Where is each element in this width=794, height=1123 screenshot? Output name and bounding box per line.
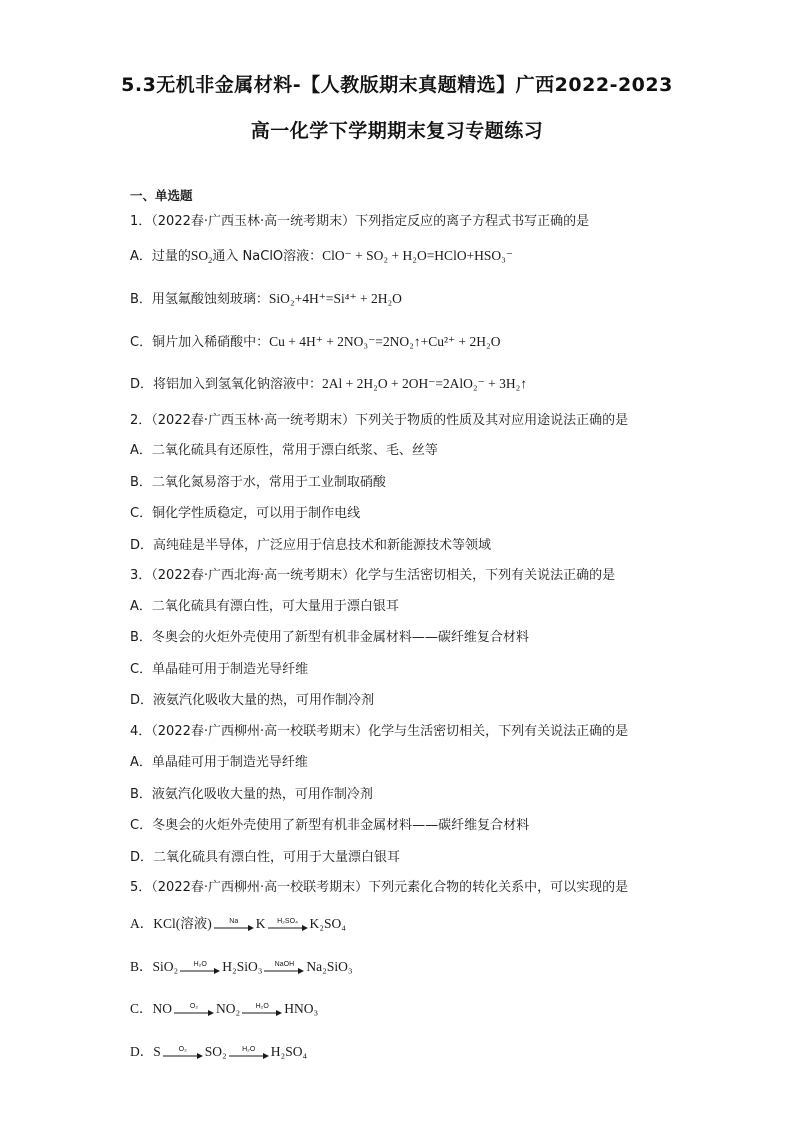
reaction-arrow — [180, 961, 220, 975]
option-label: D．将铝加入到氢氧化钠溶液中： — [130, 377, 323, 392]
reaction-arrow — [242, 1003, 282, 1017]
reaction-arrow — [264, 961, 304, 975]
question-1-stem: 1．（2022春·广西玉林·高一统考期末）下列指定反应的离子方程式书写正确的是 — [130, 214, 590, 229]
product: K₂SO₄ — [309, 916, 346, 931]
document-title-line1: 5.3无机非金属材料-【人教版期末真题精选】广西2022-2023 — [121, 74, 673, 96]
question-2-option-c: C．铜化学性质稳定，可以用于制作电线 — [130, 506, 361, 521]
reaction-arrow — [174, 1003, 214, 1017]
question-2-option-d: D．高纯硅是半导体，广泛应用于信息技术和新能源技术等领域 — [130, 538, 492, 553]
question-1-option-c — [130, 333, 690, 352]
reactant: S — [153, 1044, 161, 1059]
question-3-option-b: B．冬奥会的火炬外壳使用了新型有机非金属材料——碳纤维复合材料 — [130, 630, 529, 645]
product: HNO₃ — [284, 1001, 319, 1016]
reactant: NO — [152, 1001, 173, 1016]
reaction-arrow — [214, 918, 254, 932]
question-4-option-d: D．二氧化硫具有漂白性，可用于大量漂白银耳 — [130, 850, 401, 865]
arrow-condition: O₂ — [178, 1045, 187, 1053]
reaction-arrow — [163, 1046, 203, 1060]
section-heading: 一、单选题 — [130, 188, 193, 203]
reaction-arrow — [268, 918, 308, 932]
question-4-option-a: A．单晶硅可用于制造光导纤维 — [130, 755, 308, 770]
option-label: B．用氢氟酸蚀刻玻璃： — [130, 292, 269, 307]
reaction-arrow — [229, 1046, 269, 1060]
arrow-condition: H₂SO₄ — [277, 917, 298, 925]
question-5-stem: 5．（2022春·广西柳州·高一校联考期末）下列元素化合物的转化关系中，可以实现的是 — [130, 880, 629, 895]
question-1-option-b — [130, 290, 690, 309]
question-1-option-d — [130, 375, 690, 394]
reactant: SiO₂ — [152, 959, 179, 974]
question-3-option-d: D．液氨汽化吸收大量的热，可用作制冷剂 — [130, 693, 375, 708]
equation: SiO₂+4H⁺=Si⁴⁺ + 2H₂O — [268, 291, 402, 306]
option-label: D． — [130, 1044, 154, 1059]
product: Na₂SiO₃ — [306, 959, 353, 974]
question-5-option-c — [130, 1000, 690, 1018]
equation: 2Al + 2H₂O + 2OH⁻=2AlO₂⁻ + 3H₂↑ — [322, 376, 528, 391]
option-label: C．铜片加入稀硝酸中： — [130, 335, 270, 350]
reactant: KCl(溶液) — [153, 916, 212, 931]
arrow-condition: NaOH — [274, 960, 295, 968]
question-5-option-b — [130, 958, 690, 976]
question-4-option-b: B．液氨汽化吸收大量的热，可用作制冷剂 — [130, 787, 373, 802]
arrow-condition: O₂ — [189, 1002, 199, 1010]
option-label: A．过量的 — [130, 249, 191, 264]
product: H₂SO₄ — [270, 1044, 308, 1059]
question-3-stem: 3．（2022春·广西北海·高一统考期末）化学与生活密切相关，下列有关说法正确的是 — [130, 568, 616, 583]
intermediate: SO₂ — [204, 1044, 227, 1059]
question-4-option-c: C．冬奥会的火炬外壳使用了新型有机非金属材料——碳纤维复合材料 — [130, 818, 530, 833]
option-label: A． — [130, 916, 154, 931]
arrow-condition: H₂O — [242, 1045, 256, 1053]
question-2-option-a: A．二氧化硫具有还原性，常用于漂白纸浆、毛、丝等 — [130, 443, 438, 458]
intermediate: K — [255, 916, 266, 931]
option-label: C． — [130, 1001, 153, 1016]
question-3-option-a: A．二氧化硫具有漂白性，可大量用于漂白银耳 — [130, 599, 399, 614]
so2-formula: $SO_2$ — [190, 248, 213, 265]
question-5-option-a — [130, 915, 690, 933]
arrow-condition: H₂O — [193, 960, 207, 968]
option-mid-text: 通入 NaClO溶液： — [212, 249, 323, 264]
equation: Cu + 4H⁺ + 2NO₃⁻=2NO₂↑+Cu²⁺ + 2H₂O — [269, 334, 501, 349]
question-1-option-a — [130, 247, 690, 266]
equation: ClO⁻ + SO₂ + H₂O=HClO+HSO₃⁻ — [322, 248, 514, 263]
option-label: B． — [130, 959, 153, 974]
intermediate: NO₂ — [216, 1001, 241, 1016]
question-2-option-b: B．二氧化氮易溶于水，常用于工业制取硝酸 — [130, 475, 386, 490]
arrow-condition: H₂O — [255, 1002, 269, 1010]
question-3-option-c: C．单晶硅可用于制造光导纤维 — [130, 662, 309, 677]
arrow-condition: Na — [229, 917, 239, 925]
intermediate: H₂SiO₃ — [222, 959, 263, 974]
question-5-option-d — [130, 1043, 690, 1061]
question-4-stem: 4．（2022春·广西柳州·高一校联考期末）化学与生活密切相关，下列有关说法正确的是 — [130, 724, 629, 739]
question-2-stem: 2．（2022春·广西玉林·高一统考期末）下列关于物质的性质及其对应用途说法正确的是 — [130, 413, 629, 428]
document-title-line2: 高一化学下学期期末复习专题练习 — [250, 120, 544, 142]
